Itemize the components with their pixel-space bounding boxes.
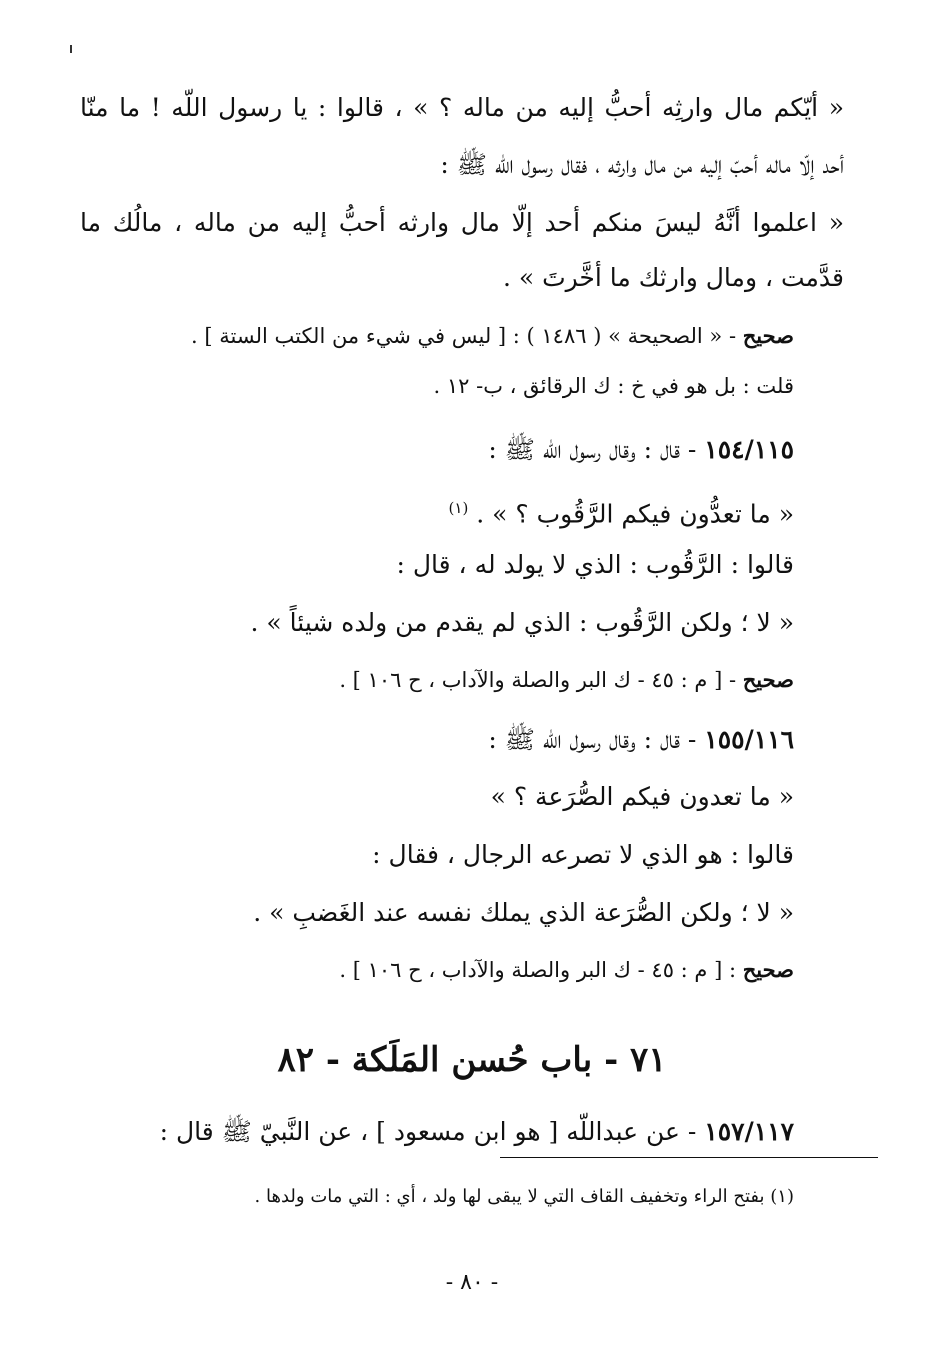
footnote: (١) بفتح الراء وتخفيف القاف التي لا يبقى لها ولد ، أي : التي مات ولدها . xyxy=(254,1186,794,1207)
hadith-intro: - قال : وقال رسول اللّه ﷺ : xyxy=(488,725,705,754)
grading-line-1 xyxy=(191,316,794,356)
footnote-marker: (١) xyxy=(448,499,469,517)
hadith-intro: - عن عبداللّه [ هو ابن مسعود ] ، عن النَّبيّ ﷺ قال : xyxy=(159,1117,705,1146)
hadith-116-answer: « لا ؛ ولكن الصُّرَعة الذي يملك نفسه عند الغَضبِ » . xyxy=(253,898,794,927)
text-line-2: أحد إلّا ماله أحبّ إليه من مال وارثه ، فقال رسول اللّه ﷺ : xyxy=(440,150,844,179)
hadith-number: ١٥٧/١١٧ xyxy=(704,1117,794,1146)
grading-text: - « الصحيحة » ( ١٤٨٦ ) : [ ليس في شيء من الكتب الستة ] . xyxy=(191,324,743,348)
hadith-115-heading xyxy=(488,430,794,470)
footnote-divider xyxy=(500,1157,878,1158)
text-line-1: « أيّكم مال وارثِه أحبُّ إليه من ماله ؟ » ، قالوا : يا رسول اللّه ! ما منّا xyxy=(80,93,844,122)
hadith-115-reply: قالوا : الرَّقُوب : الذي لا يولد له ، قال : xyxy=(396,550,794,579)
hadith-intro: - قال : وقال رسول اللّه ﷺ : xyxy=(488,435,705,464)
grading-label: صحيح xyxy=(742,667,794,692)
text-line-4: قدَّمت ، ومال وارثك ما أخَّرتَ » . xyxy=(502,263,844,292)
hadith-117-heading xyxy=(160,1112,794,1152)
hadith-116-reply: قالوا : هو الذي لا تصرعه الرجال ، فقال : xyxy=(372,840,794,869)
note-line: قلت : بل هو في خ : ك الرقائق ، ب- ١٢ . xyxy=(433,374,794,398)
grading-text: : [ م : ٤٥ - ك البر والصلة والآداب ، ح ١٠٦ ] . xyxy=(339,958,743,982)
page-number: - ٨٠ - xyxy=(445,1270,499,1295)
hadith-number: ١٥٤/١١٥ xyxy=(704,435,794,464)
hadith-116-heading xyxy=(488,720,794,760)
grading-text: - [ م : ٤٥ - ك البر والصلة والآداب ، ح ١٠٦ ] . xyxy=(339,668,743,692)
hadith-text: « ما تعدُّون فيكم الرَّقُوب ؟ » . xyxy=(468,499,794,529)
scan-mark xyxy=(70,45,72,53)
hadith-number: ١٥٥/١١٦ xyxy=(704,725,794,754)
grading-line-3 xyxy=(339,950,794,990)
hadith-115-answer: « لا ؛ ولكن الرَّقُوب : الذي لم يقدم من ولده شيئاً » . xyxy=(250,608,794,637)
text-line-3: « اعلموا أنَّهُ ليسَ منكم أحد إلّا مال وارثه أحبُّ إليه من ماله ، مالُك ما xyxy=(80,208,844,237)
hadith-116-question: « ما تعدون فيكم الصُّرَعة ؟ » xyxy=(490,782,794,811)
chapter-heading: ٧١ - باب حُسن المَلَكة - ٨٢ xyxy=(277,1040,667,1080)
grading-label: صحيح xyxy=(742,957,794,982)
grading-line-2 xyxy=(339,660,794,700)
hadith-115-question xyxy=(449,488,794,528)
grading-label: صحيح xyxy=(742,323,794,348)
